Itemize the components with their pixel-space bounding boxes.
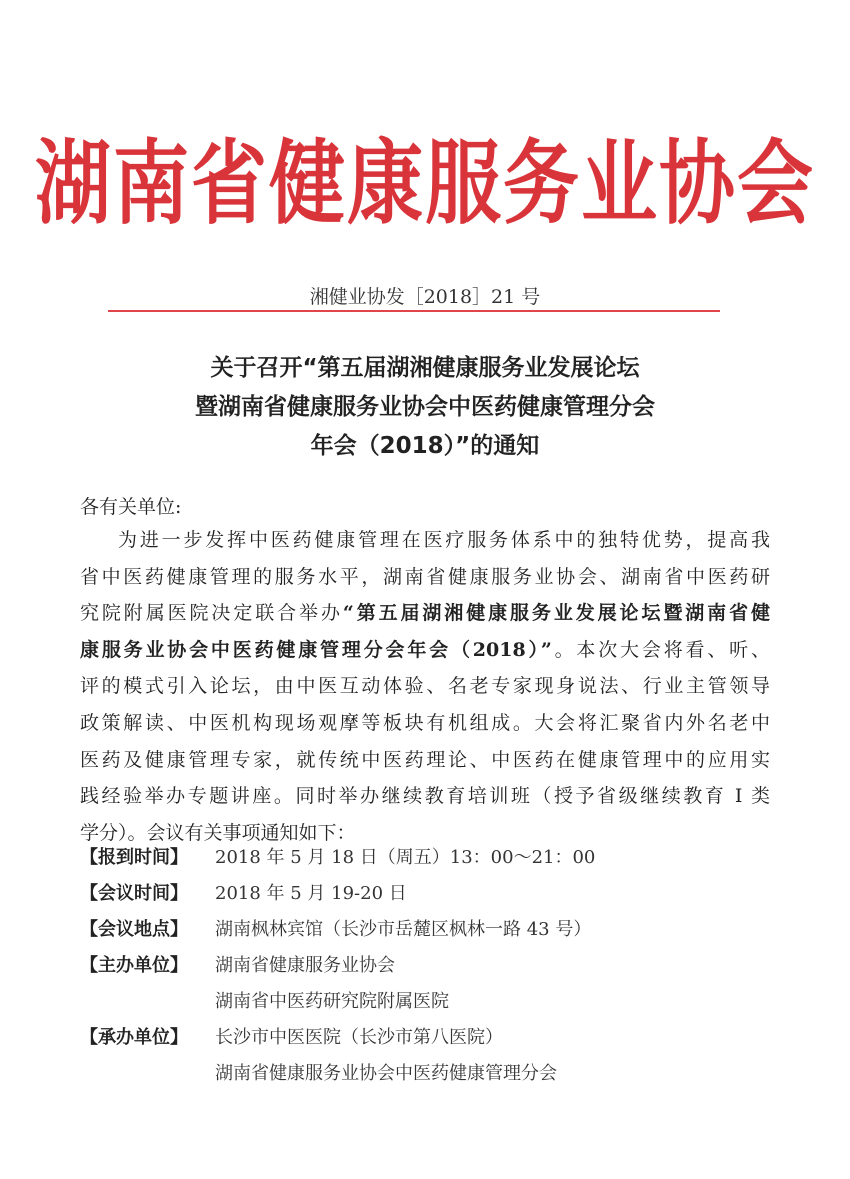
info-value: 湖南枫林宾馆（长沙市岳麓区枫林一路 43 号） [215, 919, 592, 940]
body-line: 为进一步发挥中医药健康管理在医疗服务体系中的独特优势，提高我 [118, 529, 770, 551]
info-row-host [80, 1020, 595, 1056]
body-line: 医药及健康管理专家，就传统中医药理论、中医药在健康管理中的应用实 [80, 748, 770, 771]
salutation: 各有关单位: [80, 496, 182, 518]
info-label: 【会议时间】 [80, 883, 188, 904]
body-line [80, 595, 770, 632]
body-text [80, 522, 770, 851]
body-line: 学分）。会议有关事项通知如下： [80, 821, 356, 844]
document-number: 湘健业协发［2018］21 号 [309, 286, 541, 308]
forum-name-bold: “第五届湖湘健康服务业发展论坛暨湖南省健 [342, 602, 770, 625]
info-row-venue [80, 912, 595, 948]
info-label: 【主办单位】 [80, 955, 188, 976]
body-line: 践经验举办专题讲座。同时举办继续教育培训班（授予省级继续教育 I 类 [80, 785, 770, 808]
info-value: 湖南省健康服务业协会中医药健康管理分会 [215, 1063, 557, 1084]
info-value: 湖南省中医药研究院附属医院 [215, 991, 449, 1012]
forum-name-bold: 康服务业协会中医药健康管理分会年会（2018）” [80, 638, 552, 661]
info-value: 长沙市中医医院（长沙市第八医院） [215, 1027, 503, 1048]
title-line: 关于召开“第五届湖湘健康服务业发展论坛 [210, 355, 640, 381]
info-row-checkin [80, 840, 595, 876]
body-line: 省中医药健康管理的服务水平，湖南省健康服务业协会、湖南省中医药研 [80, 565, 770, 588]
header-divider [108, 310, 720, 312]
masthead-title: 湖南省健康服务业协会 [35, 130, 815, 237]
body-line: 评的模式引入论坛，由中医互动体验、名老专家现身说法、行业主管领导 [80, 675, 770, 698]
info-row-organizer [80, 948, 595, 984]
info-row-meeting-time [80, 876, 595, 912]
info-value: 湖南省健康服务业协会 [215, 955, 395, 976]
info-row-organizer-cont [80, 984, 595, 1020]
info-value: 2018 年 5 月 19-20 日 [215, 883, 407, 904]
info-label: 【会议地点】 [80, 919, 188, 940]
title-line: 年会（2018）”的通知 [310, 433, 540, 459]
info-value: 2018 年 5 月 18 日（周五）13：00～21：00 [215, 847, 596, 868]
body-text-span: 究院附属医院决定联合举办 [80, 602, 343, 625]
body-line: 政策解读、中医机构现场观摩等板块有机组成。大会将汇聚省内外名老中 [80, 711, 770, 734]
title-line: 暨湖南省健康服务业协会中医药健康管理分会 [195, 394, 655, 420]
body-line [80, 632, 770, 669]
meeting-info [80, 840, 595, 1092]
info-row-host-cont [80, 1056, 595, 1092]
info-label: 【承办单位】 [80, 1027, 188, 1048]
body-text-span: 。本次大会将看、听、 [551, 638, 770, 661]
info-label: 【报到时间】 [80, 847, 188, 868]
notice-title [60, 349, 790, 466]
